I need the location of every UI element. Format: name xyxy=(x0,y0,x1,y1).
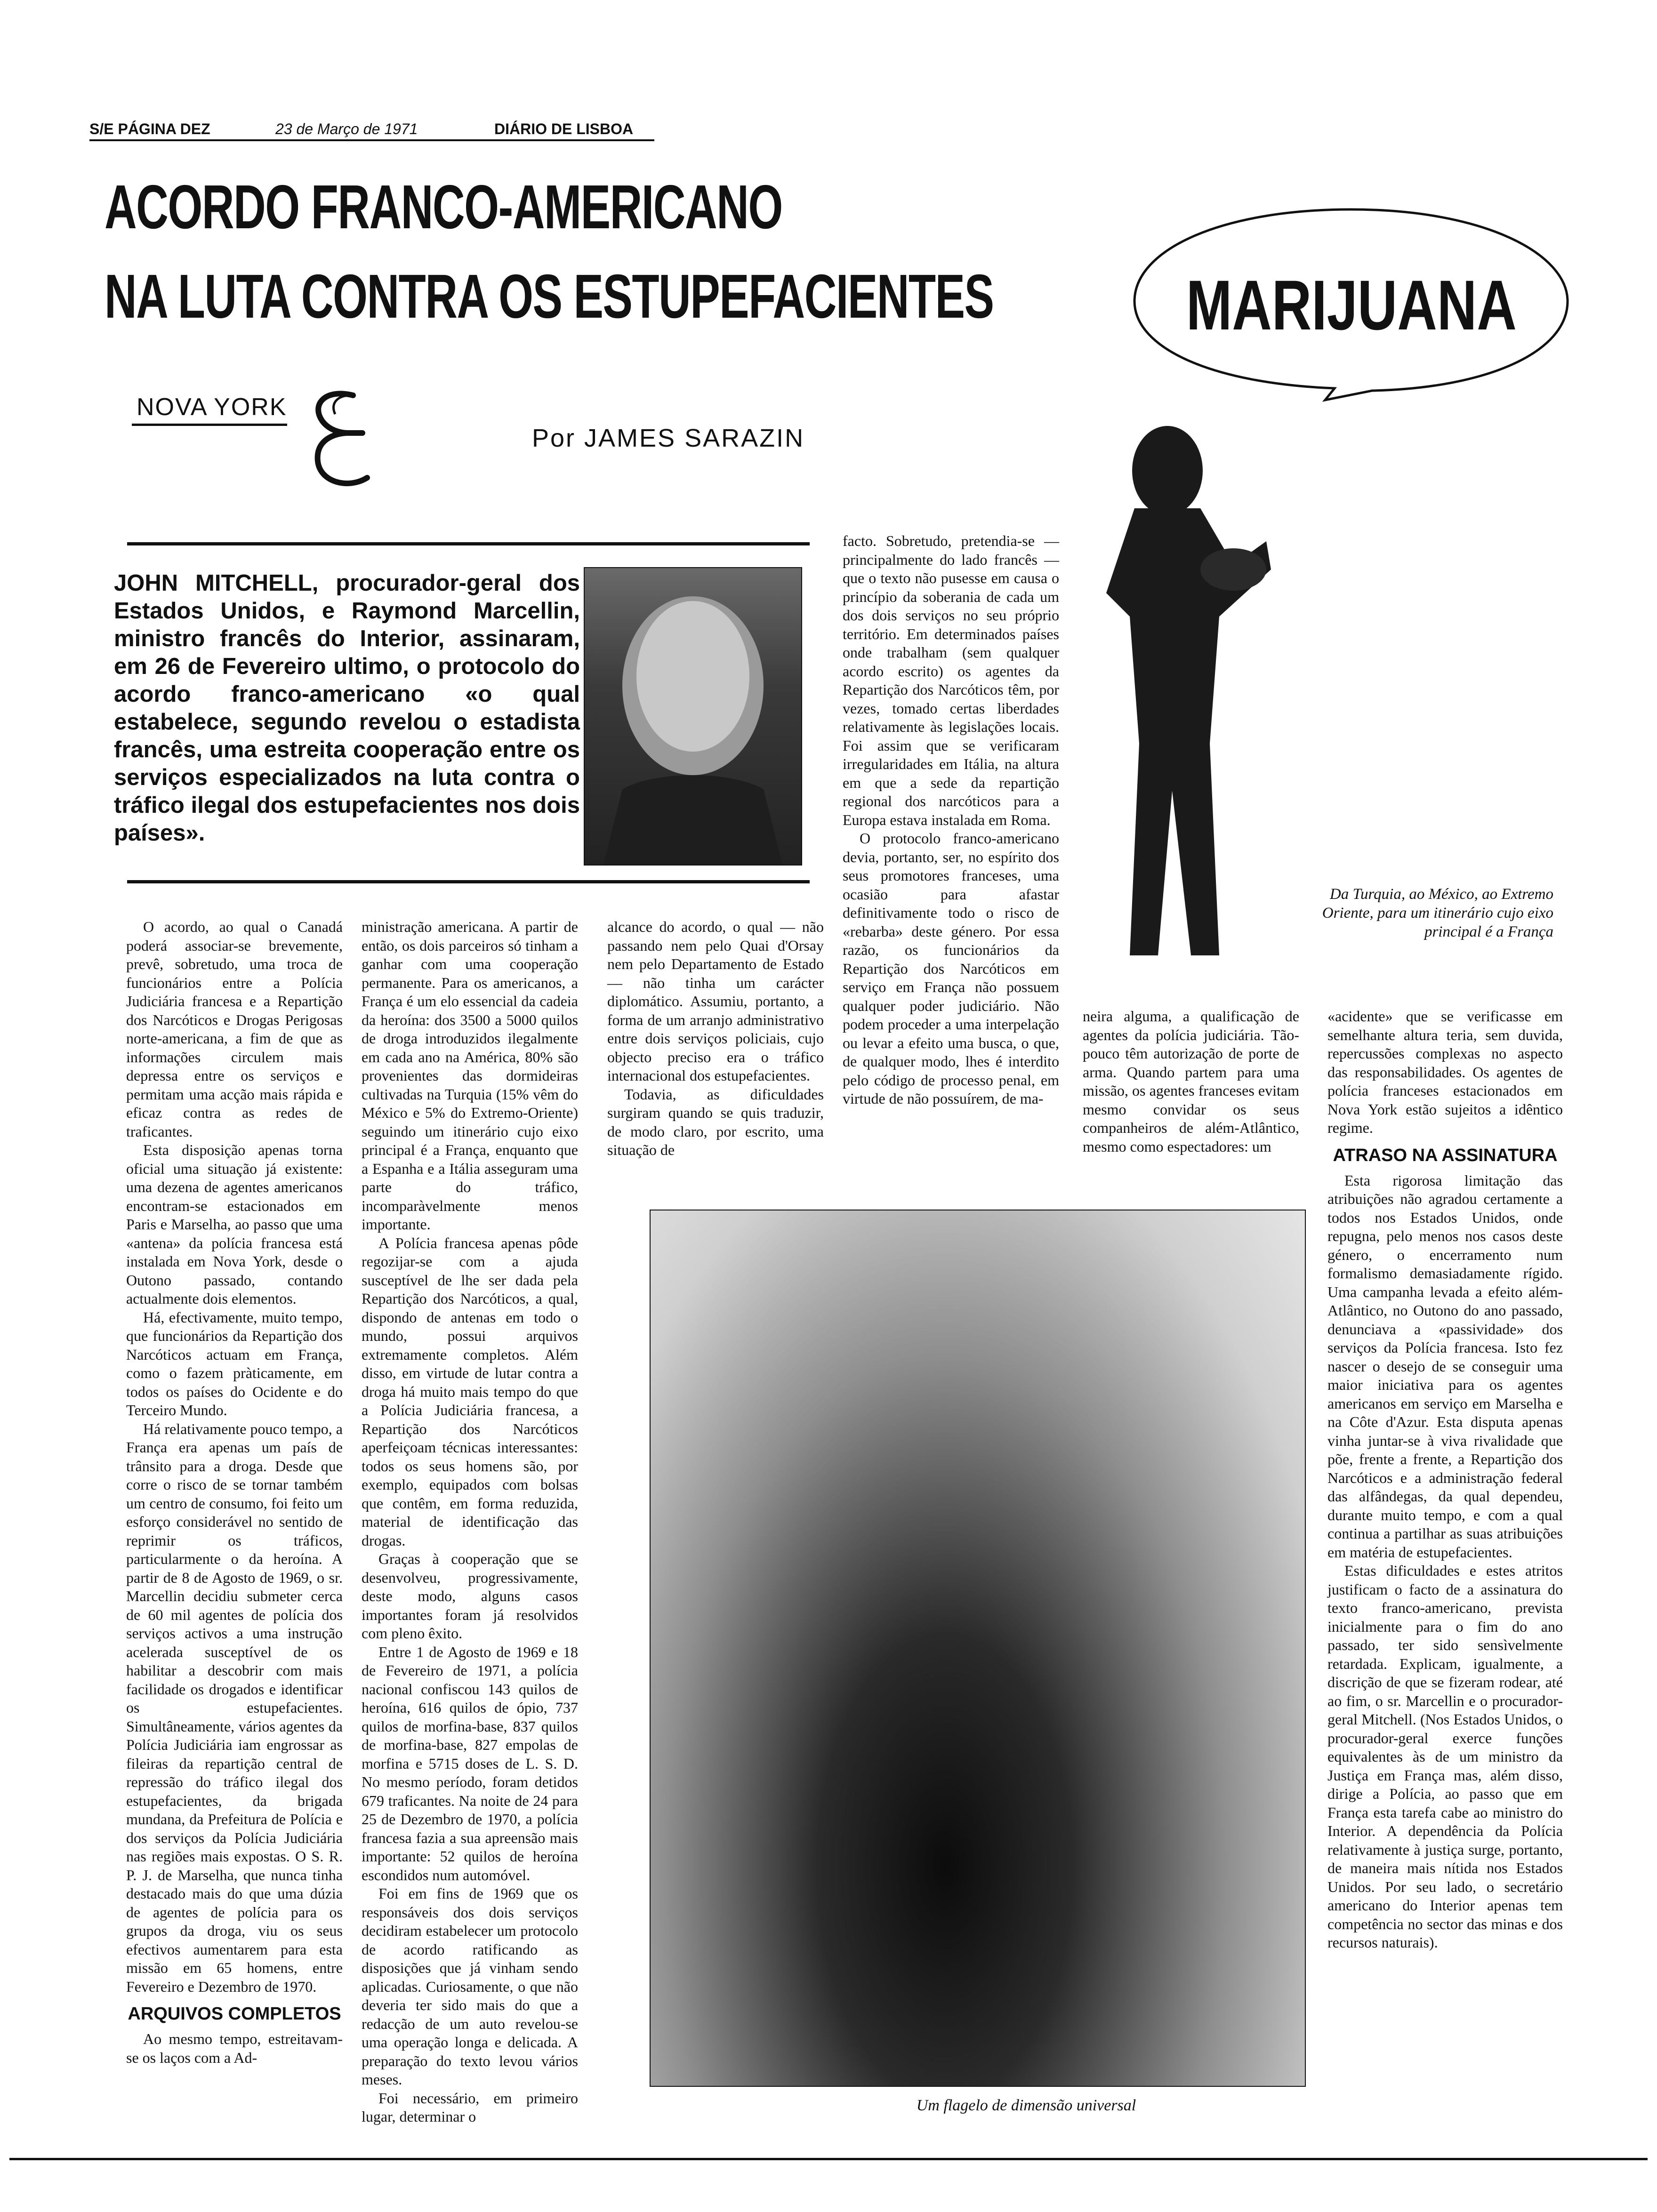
paragraph: Há relativamente pouco tempo, a França era apenas um país de trânsito para a droga. Desde que corre o risco de se tornar também um centro de consumo, foi feito um esforço considerável no sentido de reprimir os tráficos, particularmente o da heroína. A partir de 8 de Agosto de 1969, o sr. Marcellin decidiu submeter cerca de 60 mil agentes de polícia dos serviços activos a uma instrução acelerada susceptível de os habilitar a descobrir com mais facilidade os drogados e identificar os estupefacientes. Simultâneamente, vários agentes da Polícia Judiciária iam engrossar as fileiras da repartição central de repressão do tráfico ilegal dos estupefacientes, da brigada mundana, da Prefeitura de Polícia e dos serviços da Polícia Judiciária nas regiões mais expostas. O S. R. P. J. de Marselha, que nunca tinha destacado mais do que uma dúzia de agentes de polícia para os grupos da droga, viu os seus efectivos aumentarem para esta missão em 65 homens, entre Fevereiro e Dezembro de 1970. xyxy=(126,1420,343,1995)
column-2 xyxy=(362,918,578,2126)
bubble-text: MARIJUANA xyxy=(1186,265,1517,345)
paragraph: Ao mesmo tempo, estreitavam-se os laços com a Ad- xyxy=(126,2030,343,2066)
paragraph: Entre 1 de Agosto de 1969 e 18 de Fevereiro de 1971, a polícia nacional confiscou 143 quilos de heroína, 616 quilos de ópio, 737 quilos de morfina-base, 837 quilos de morfina-base, 827 empolas de morfina e 5715 doses de L. S. D. No mesmo período, foram detidos 679 traficantes. Na noite de 24 para 25 de Dezembro de 1970, a polícia francesa fazia a sua apreensão mais importante: 52 quilos de heroína escondidos num automóvel. xyxy=(362,1643,578,1883)
paragraph: Graças à cooperação que se desenvolveu, progressivamente, deste modo, alguns casos importantes foram já resolvidos com pleno êxito. xyxy=(362,1550,578,1642)
paragraph: «acidente» que se verificasse em semelhante altura teria, sem duvida, repercussões complexas no aspecto das responsabilidades. Os agentes de polícia franceses estacionados em Nova York estão sujeitos a idêntico regime. xyxy=(1327,1008,1563,1136)
column-6 xyxy=(1327,1007,1563,1952)
paragraph: Estas dificuldades e estes atritos justificam o facto de a assinatura do texto franco-americano, prevista inicialmente para o fim do ano passado, ter sido sensìvelmente retardada. Explicam, igualmente, a discrição de que se fizeram rodear, até ao fim, o sr. Marcellin e o procurador-geral Mitchell. (Nos Estados Unidos, o procurador-geral exerce funções equivalentes às de um ministro da Justiça em França mas, além disso, dirige a Polícia, ao passo que em França esta tarefa cabe ao ministro do Interior. A dependência da Polícia relativamente à justiça surge, portanto, de maneira mais nítida nos Estados Unidos. Por seu lado, o secretário americano do Interior apenas tem competência no sector das minas e dos recursos naturais). xyxy=(1327,1562,1563,1951)
portrait-photo xyxy=(584,567,802,866)
illustration-caption: Da Turquia, ao México, ao Extremo Oriente, para um itinerário cujo eixo principal é a França xyxy=(1322,886,1553,940)
column-4 xyxy=(843,532,1059,1108)
figure-silhouette-illustration xyxy=(1078,414,1276,979)
main-photo xyxy=(650,1210,1306,2087)
paragraph: Foi em fins de 1969 que os responsáveis dos dois serviços decidiram estabelecer um protocolo de acordo ratificando as disposições que já vinham sendo aplicadas. Curiosamente, o que não deveria ter sido mais do que a redacção de um auto revelou-se uma operação longa e delicada. A preparação do texto levou vários meses. xyxy=(362,1885,578,2088)
page-header xyxy=(89,120,654,137)
subheading: ARQUIVOS COMPLETOS xyxy=(128,2004,341,2024)
headline-line-2: NA LUTA CONTRA OS ESTUPEFACIENTES xyxy=(105,262,994,331)
column-3 xyxy=(607,918,824,1160)
lead-paragraph: JOHN MITCHELL, procurador-geral dos Estados Unidos, e Raymond Marcellin, ministro francês do Interior, assinaram, em 26 de Fevereiro ultimo, o protocolo do acordo franco-americano «o qual estabelece, segundo revelou o estadista francês, uma estreita cooperação entre os serviços especializados na luta contra o tráfico ilegal dos estupefacientes nos dois países». xyxy=(114,570,580,846)
paragraph: Foi necessário, em primeiro lugar, determinar o xyxy=(362,2089,578,2125)
page-bottom-rule xyxy=(9,2158,1648,2160)
lead-rule-top xyxy=(127,542,810,545)
header-rule xyxy=(89,139,654,141)
headline-line-1: ACORDO FRANCO-AMERICANO xyxy=(105,172,782,241)
paragraph: facto. Sobretudo, pretendia-se — principalmente do lado francês — que o texto não pusesse em causa o princípio da soberania de cada um dos dois serviços no seu próprio território. Em determinados países onde trabalham (sem qualquer acordo escrito) os agentes da Repartição dos Narcóticos têm, por vezes, tomado certas liberdades relativamente às legislações locais. Foi assim que se verificaram irregularidades em Itália, na altura em que a sede da repartição regional dos narcóticos para a Europa estava instalada em Roma. xyxy=(843,532,1059,828)
paragraph: Todavia, as dificuldades surgiram quando se quis traduzir, de modo claro, por escrito, uma situação de xyxy=(607,1085,824,1158)
section-label: S/E PÁGINA DEZ xyxy=(89,120,210,137)
photo-caption: Um flagelo de dimensão universal xyxy=(916,2097,1136,2114)
dateline: NOVA YORK xyxy=(137,393,287,421)
paragraph: Há, efectivamente, muito tempo, que funcionários da Repartição dos Narcóticos actuam em França, como o fazem pràticamente, em todos os países do Ocidente e do Terceiro Mundo. xyxy=(126,1308,343,1419)
paragraph: neira alguma, a qualificação de agentes da polícia judiciária. Tão-pouco têm autorização de porte de arma. Quando partem para uma missão, os agentes franceses evitam mesmo convidar os seus companheiros de além-Atlântico, mesmo como espectadores: um xyxy=(1083,1008,1299,1155)
paragraph: ministração americana. A partir de então, os dois parceiros só tinham a ganhar com uma cooperação permanente. Para os americanos, a França é um elo essencial da cadeia da heroína: dos 3500 a 5000 quilos de droga introduzidos ilegalmente em cada ano na América, 80% são provenientes das dormideiras cultivadas na Turquia (15% vêm do México e 5% do Extremo-Oriente) seguindo um itinerário cujo eixo principal é a França, enquanto que a Espanha e a Itália asseguram uma parte do tráfico, incomparàvelmente menos importante. xyxy=(362,918,578,1233)
paragraph: O acordo, ao qual o Canadá poderá associar-se brevemente, prevê, sobretudo, uma troca de funcionários entre a Polícia Judiciária francesa e a Repartição dos Narcóticos e Drogas Perigosas norte-americana, a fim de que as informações circulem mais depressa entre os serviços e permitam uma acção mais rápida e eficaz contra as redes de traficantes. xyxy=(126,918,343,1140)
subheading: ATRASO NA ASSINATURA xyxy=(1333,1145,1558,1165)
paragraph: O protocolo franco-americano devia, portanto, ser, no espírito dos seus promotores franceses, uma ocasião para afastar definitivamente todo o risco de «rebarba» deste género. Por essa razão, os funcionários da Repartição dos Narcóticos em serviço em França não possuem qualquer poder judiciário. Não podem proceder a uma interpelação ou levar a efeito uma busca, o que, de qualquer modo, lhes é interdito pelo código de processo penal, em virtude de não possuírem, de ma- xyxy=(843,830,1059,1107)
column-1 xyxy=(126,918,343,2067)
byline: Por JAMES SARAZIN xyxy=(532,424,805,452)
paragraph: Esta rigorosa limitação das atribuições não agradou certamente a todos nos Estados Unidos, onde repugna, pelo menos nos casos deste género, o encerramento num formalismo demasiadamente rígido. Uma campanha levada a efeito além-Atlântico, no Outono do ano passado, denunciava a «passividade» dos serviços da Polícia francesa. Isto fez nascer o desejo de se conseguir uma maior iniciativa para os agentes americanos em serviço em Marselha e na Côte d'Azur. Esta disputa apenas vinha juntar-se à viva rivalidade que põe, frente a frente, a Repartição dos Narcóticos e a administração federal das alfândegas, da qual dependeu, durante muito tempo, e com a qual continua a partilhar as suas atribuições em matéria de estupefacientes. xyxy=(1327,1171,1563,1561)
lead-rule-bottom xyxy=(127,880,810,883)
speech-bubble-illustration xyxy=(1127,202,1575,405)
dateline-rule xyxy=(132,424,287,426)
issue-date: 23 de Março de 1971 xyxy=(275,120,418,137)
newspaper-name: DIÁRIO DE LISBOA xyxy=(494,120,634,137)
paragraph: A Polícia francesa apenas pôde regozijar-se com a ajuda susceptível de lhe ser dada pela Repartição dos Narcóticos, a qual, dispondo de antenas em todo o mundo, possui arquivos extremamente completos. Além disso, em virtude de lutar contra a droga há muito mais tempo do que a Polícia Judiciária francesa, a Repartição dos Narcóticos aperfeiçoam técnicas interessantes: todos os seus homens são, por exemplo, equipados com bolsas que contêm, em forma reduzida, material de identificação das drogas. xyxy=(362,1234,578,1549)
agency-logo-icon xyxy=(297,386,381,494)
paragraph: Esta disposição apenas torna oficial uma situação já existente: uma dezena de agentes americanos encontram-se estacionados em Paris e Marselha, ao passo que uma «antena» da polícia francesa está instalada em Nova York, desde o Outono passado, contando actualmente dois elementos. xyxy=(126,1141,343,1307)
paragraph: alcance do acordo, o qual — não passando nem pelo Quai d'Orsay nem pelo Departamento de Estado — não tinha um carácter diplomático. Assumiu, portanto, a forma de um arranjo administrativo entre dois serviços policiais, cujo objecto preciso era o tráfico internacional dos estupefacientes. xyxy=(607,918,824,1084)
column-5 xyxy=(1083,1007,1299,1156)
